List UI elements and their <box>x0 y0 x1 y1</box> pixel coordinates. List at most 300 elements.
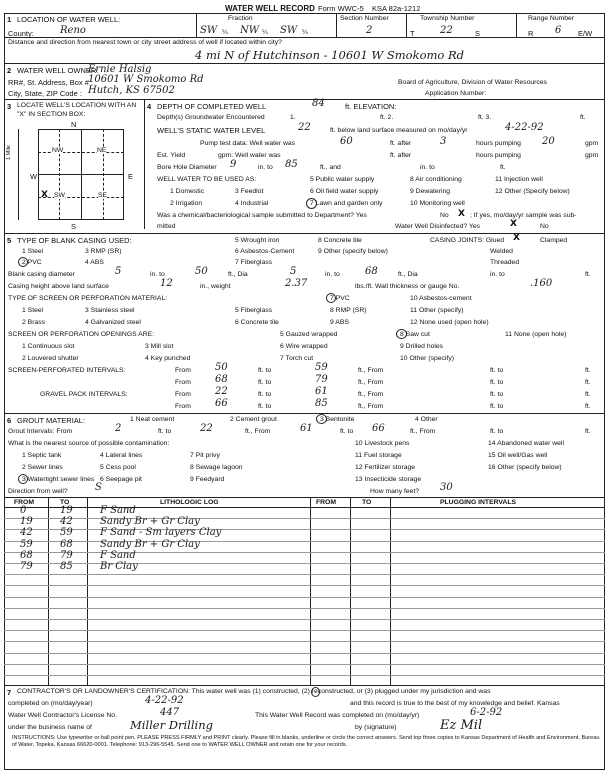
use-option[interactable]: 10 Monitoring well <box>410 200 465 207</box>
perforated-label: SCREEN-PERFORATED INTERVALS: <box>8 367 126 374</box>
chem-tail: ; If yes, mo/day/yr sample was sub- <box>470 212 577 219</box>
grout-intervals-label: Grout Intervals: From <box>8 428 73 435</box>
distance-value[interactable]: 4 mi N of Hutchinson - 10601 W Smokomo Rd <box>195 48 464 62</box>
certification-label: CONTRACTOR'S OR LANDOWNER'S CERTIFICATION: This water well was (1) constructed, (2) reconstructed, or (3) plugged under my jurisdiction and was <box>17 688 491 695</box>
log-header-from-2: FROM <box>316 499 337 506</box>
contamination-option[interactable]: 16 Other (specify below) <box>488 464 562 471</box>
gw-2-label: ft. 2. <box>380 114 394 121</box>
ft-dia-label-2: ft., Dia <box>398 271 418 278</box>
ft-to-label: ft. to <box>490 379 504 386</box>
divider <box>4 685 605 686</box>
use-option[interactable]: 11 Injection well <box>495 176 543 183</box>
casing-option[interactable]: 5 Wrought iron <box>235 237 280 244</box>
quarter-mark-2: ¼ <box>262 29 268 36</box>
use-label: WELL WATER TO BE USED AS: <box>157 176 257 183</box>
ft-to-label: ft. to <box>258 403 272 410</box>
gravel-to-1[interactable]: 61 <box>315 386 328 397</box>
screen-option[interactable]: 2 Brass <box>22 319 46 326</box>
range-suffix: E/W <box>578 29 593 38</box>
section-2-number: 2 <box>7 66 12 75</box>
casing-to-1[interactable]: 50 <box>195 266 208 277</box>
true-statement: and this record is true to the best of my knowledge and belief. Kansas <box>350 700 560 707</box>
log-row-from[interactable]: 59 <box>20 538 33 550</box>
log-row-from[interactable]: 68 <box>20 549 33 561</box>
mile-scale-line <box>18 129 19 220</box>
casing-option[interactable]: 3 RMP (SR) <box>85 248 122 255</box>
ft-to-label: ft. to <box>490 403 504 410</box>
ft-to-label: ft. to <box>258 379 272 386</box>
signature[interactable]: Ez Mil <box>440 718 483 733</box>
range-label: Range Number <box>528 15 575 22</box>
direction-label: Direction from well? <box>8 488 68 495</box>
selected-contamination-circle <box>18 474 28 484</box>
log-row-from[interactable]: 79 <box>20 561 33 572</box>
selected-casing-circle <box>18 257 28 267</box>
wall-thickness-label: lbs./ft. Wall thickness or gauge No. <box>355 283 460 290</box>
quarter-mark-3: ¼ <box>302 29 308 36</box>
west-label: W <box>30 172 38 181</box>
license-number[interactable]: 447 <box>160 707 180 718</box>
ft-from-label: ft., From <box>358 403 384 410</box>
groundwater-label: Depth(s) Groundwater Encountered <box>157 114 265 121</box>
quarter-line <box>103 129 104 220</box>
weight-label: in., weight <box>200 283 231 290</box>
static-level-text: ft. below land surface measured on mo/day/yr <box>330 127 468 134</box>
feet-label: How many feet? <box>370 488 420 495</box>
section-4-number: 4 <box>147 102 152 111</box>
selected-screen-circle <box>326 293 336 303</box>
chem-no-label: No <box>440 212 449 219</box>
from-label: From <box>175 403 191 410</box>
ft-dia-label: ft., Dia <box>228 271 248 278</box>
log-header-to-2: TO <box>362 499 372 506</box>
perf-from-2[interactable]: 68 <box>215 374 228 385</box>
south-label: S <box>71 222 77 231</box>
log-row-description[interactable]: Sandy Br + Gr Clay <box>100 516 200 528</box>
use-option[interactable]: 3 Feedlot <box>235 188 264 195</box>
gravel-to-2[interactable]: 85 <box>315 398 328 409</box>
business-name[interactable]: Miller Drilling <box>130 718 213 732</box>
use-option[interactable]: 4 Industrial <box>235 200 269 207</box>
yield-hours-label: hours pumping <box>476 152 521 159</box>
screen-option[interactable]: 11 Other (specify) <box>410 307 464 314</box>
perf-to-1[interactable]: 59 <box>315 362 328 373</box>
fraction-label: Fraction <box>228 15 253 22</box>
screen-option[interactable]: 4 Galvanized steel <box>85 319 141 326</box>
quarter-mark-1: ¼ <box>222 29 228 36</box>
screen-material-label: TYPE OF SCREEN OR PERFORATION MATERIAL: <box>8 295 168 302</box>
pump-test-hours[interactable]: 3 <box>440 136 447 147</box>
sw-label: SW <box>54 192 65 199</box>
completed-label: completed on (mo/day/year) <box>8 700 93 707</box>
yield-gpm2-label: gpm <box>585 152 599 159</box>
clamped-label: Clamped <box>540 237 568 244</box>
in-to-label: in. to <box>150 271 165 278</box>
address-label: RR#, St. Address, Box # : <box>8 78 94 87</box>
divider <box>4 507 605 508</box>
perf-to-2[interactable]: 79 <box>315 374 328 385</box>
gravel-from-1[interactable]: 22 <box>215 386 228 397</box>
log-row-to[interactable]: 42 <box>60 516 73 528</box>
locate-label: LOCATE WELL'S LOCATION WITH AN "X" IN SECTION BOX: <box>17 102 137 118</box>
casing-to-2[interactable]: 68 <box>365 266 378 277</box>
gw-1-label: 1. <box>290 114 296 121</box>
log-row-to[interactable]: 59 <box>60 527 73 539</box>
township-value[interactable]: 22 <box>440 25 453 36</box>
log-rule-line <box>4 563 605 564</box>
divider <box>516 13 517 37</box>
log-rule-line <box>4 664 605 665</box>
ft-from-label: ft., From <box>358 379 384 386</box>
fraction-q3[interactable]: SW <box>280 25 298 36</box>
use-option[interactable]: 8 Air conditioning <box>410 176 462 183</box>
ft-to-label: ft. to <box>258 391 272 398</box>
log-row-description[interactable]: F Sand <box>100 505 136 516</box>
pump-test-label: Pump test data: Well water was <box>200 140 296 147</box>
log-row-from[interactable]: 19 <box>20 516 33 528</box>
screen-option[interactable]: 1 Steel <box>22 307 44 314</box>
selected-constructed-circle <box>311 687 320 697</box>
from-label: From <box>175 391 191 398</box>
opening-option[interactable]: 8 Saw cut <box>400 331 430 338</box>
log-rule-line <box>4 574 605 575</box>
table-divider <box>87 497 88 685</box>
log-header-to: TO <box>60 499 70 506</box>
screen-option[interactable]: 12 None used (open hole) <box>410 319 489 326</box>
divider <box>196 13 197 37</box>
static-level-label: WELL'S STATIC WATER LEVEL <box>157 126 266 135</box>
north-label: N <box>71 120 77 129</box>
yield-label: Est. Yield <box>157 152 186 159</box>
section-3-number: 3 <box>7 102 12 111</box>
log-row-to[interactable]: 19 <box>60 505 73 516</box>
bore-ft-and: ft., and <box>320 164 341 171</box>
screen-option[interactable]: 7 PVC <box>330 295 350 302</box>
ft-end-label: ft. <box>585 271 591 278</box>
section-value[interactable]: 2 <box>366 25 373 36</box>
use-option[interactable]: 12 Other (Specify below) <box>495 188 570 195</box>
use-option[interactable]: 5 Public water supply <box>310 176 375 183</box>
record-completed-label: This Water Well Record was completed on (mo/day/yr) <box>255 712 420 719</box>
table-divider <box>390 497 391 685</box>
ft-from-label: ft., From <box>410 428 436 435</box>
screen-option[interactable]: 5 Fiberglass <box>235 307 273 314</box>
township-suffix: S <box>475 29 481 38</box>
contamination-option[interactable]: 2 Sewer lines <box>22 464 63 471</box>
log-rule-line <box>4 608 605 609</box>
contamination-option[interactable]: 5 Cess pool <box>100 464 136 471</box>
ksa-number: KSA 82a-1212 <box>372 4 421 13</box>
gravel-from-2[interactable]: 66 <box>215 398 228 409</box>
bore-label: Bore Hole Diameter <box>157 164 217 171</box>
contamination-option[interactable]: 12 Fertilizer storage <box>355 464 416 471</box>
log-header-lithologic: LITHOLOGIC LOG <box>160 499 219 506</box>
ft-to-label: ft. to <box>340 428 354 435</box>
nw-label: NW <box>52 147 64 154</box>
township-label: Township Number <box>420 15 475 22</box>
opening-option[interactable]: 3 Mill slot <box>145 343 174 350</box>
record-date[interactable]: 6-2-92 <box>470 707 503 718</box>
casing-option[interactable]: 1 Steel <box>22 248 44 255</box>
log-rule-line <box>4 675 605 676</box>
use-option[interactable]: 9 Dewatering <box>410 188 451 195</box>
casing-height[interactable]: 12 <box>160 278 173 289</box>
contamination-option[interactable]: 10 Livestock pens <box>355 440 410 447</box>
distance-label: Distance and direction from nearest town or city street address of well if located within city? <box>8 39 282 46</box>
screen-option[interactable]: 8 RMP (SR) <box>330 307 367 314</box>
opening-option[interactable]: 9 Drilled holes <box>400 343 444 350</box>
gauge-value[interactable]: .160 <box>530 278 553 289</box>
se-label: SE <box>98 192 108 199</box>
section-1-number: 1 <box>7 15 12 24</box>
contamination-option[interactable]: 7 Pit privy <box>190 452 220 459</box>
use-option[interactable]: 7 Lawn and garden only <box>310 200 383 207</box>
direction-value[interactable]: S <box>95 482 102 493</box>
contamination-option[interactable]: 8 Sewage lagoon <box>190 464 243 471</box>
casing-dia-2[interactable]: 5 <box>290 266 297 277</box>
county-label: County: <box>8 29 34 38</box>
owner-name[interactable]: Ernie Halsig <box>88 64 152 75</box>
casing-option[interactable]: 9 Other (specify below) <box>318 248 388 255</box>
welded-label: Welded <box>490 248 513 255</box>
ft-to-label: ft. to <box>158 428 172 435</box>
ft-to-label: ft. to <box>490 391 504 398</box>
ft-from-label: ft., From <box>245 428 271 435</box>
from-label: From <box>175 379 191 386</box>
county-value[interactable]: Reno <box>60 25 86 36</box>
ft-label: ft. <box>585 379 591 386</box>
log-row-from[interactable]: 0 <box>20 505 27 516</box>
ft-label: ft. <box>585 367 591 374</box>
log-row-description[interactable]: Sandy Br + Gr Clay <box>100 538 200 550</box>
log-rule-line <box>4 653 605 654</box>
screen-option[interactable]: 3 Stainless steel <box>85 307 135 314</box>
contamination-option[interactable]: 14 Abandoned water well <box>488 440 564 447</box>
disinfected-no: No <box>540 223 549 230</box>
contamination-option[interactable]: 6 Seepage pit <box>100 476 142 483</box>
ft-label: ft. <box>585 403 591 410</box>
license-label: Water Well Contractor's License No. <box>8 712 117 719</box>
opening-option[interactable]: 6 Wire wrapped <box>280 343 328 350</box>
township-prefix: T <box>410 29 415 38</box>
section-number-label: Section Number <box>340 15 389 22</box>
log-rule-line <box>4 619 605 620</box>
grout-from-2[interactable]: 61 <box>300 423 313 434</box>
ft-from-label: ft., From <box>358 367 384 374</box>
completed-date[interactable]: 4-22-92 <box>145 695 184 706</box>
divider <box>4 497 605 498</box>
bore-diameter[interactable]: 9 <box>230 159 237 170</box>
quarter-line <box>38 197 124 198</box>
depth-value[interactable]: 84 <box>312 98 325 109</box>
perf-from-1[interactable]: 50 <box>215 362 228 373</box>
section-5-number: 5 <box>7 236 12 245</box>
ft-to-label: ft. to <box>490 428 504 435</box>
table-divider <box>310 497 311 685</box>
casing-option[interactable]: 4 ABS <box>85 259 104 266</box>
opening-option[interactable]: 10 Other (specify) <box>400 355 455 362</box>
opening-option[interactable]: 5 Gauzed wrapped <box>280 331 338 338</box>
static-level-date[interactable]: 4-22-92 <box>505 122 544 133</box>
log-header-plugging: PLUGGING INTERVALS <box>440 499 517 506</box>
casing-option[interactable]: 8 Concrete tile <box>318 237 362 244</box>
contamination-option[interactable]: 1 Septic tank <box>22 452 62 459</box>
bore-ft-2: ft. <box>500 164 506 171</box>
ft-to-label: ft. to <box>490 367 504 374</box>
application-label: Application Number: <box>425 90 487 97</box>
from-label: From <box>175 367 191 374</box>
log-rule-line <box>4 541 605 542</box>
mile-label: 1 Mile <box>6 145 12 160</box>
pump-test-gpm[interactable]: 20 <box>542 136 555 147</box>
mitted-label: mitted <box>157 223 176 230</box>
log-row-description[interactable]: F Sand - Sm layers Clay <box>100 527 222 539</box>
casing-label: TYPE OF BLANK CASING USED: <box>17 236 132 245</box>
range-value[interactable]: 6 <box>555 25 562 36</box>
pump-hours-label: hours pumping <box>476 140 521 147</box>
joints-mark: X <box>513 233 520 243</box>
selected-use-circle <box>306 198 317 209</box>
use-option[interactable]: 6 Oil field water supply <box>310 188 379 195</box>
log-rule-line <box>4 597 605 598</box>
casing-height-label: Casing height above land surface <box>8 283 109 290</box>
grout-from-1[interactable]: 2 <box>115 423 122 434</box>
gw-3-label: ft. 3. <box>478 114 492 121</box>
contamination-option[interactable]: 4 Lateral lines <box>100 452 143 459</box>
contamination-option[interactable]: 9 Feedyard <box>190 476 225 483</box>
opening-option[interactable]: 4 Key punched <box>145 355 191 362</box>
form-number: Form WWC-5 <box>318 4 364 13</box>
contamination-label: What is the nearest source of possible contamination: <box>8 440 170 447</box>
disinfected-mark: X <box>510 219 517 229</box>
log-row-to[interactable]: 68 <box>60 538 73 550</box>
pump-after-label: ft. after <box>390 140 412 147</box>
use-option[interactable]: 2 Irrigation <box>170 200 203 207</box>
gravel-label: GRAVEL PACK INTERVALS: <box>40 391 128 398</box>
in-to-label-2: in. to <box>325 271 340 278</box>
joints-label: CASING JOINTS: Glued <box>430 237 505 244</box>
feet-value[interactable]: 30 <box>440 482 453 493</box>
log-header-from: FROM <box>14 499 35 506</box>
casing-weight[interactable]: 2.37 <box>285 278 308 289</box>
divider <box>4 413 605 414</box>
divider <box>144 99 145 229</box>
grout-to-2[interactable]: 66 <box>372 423 385 434</box>
signature-label: by (signature) <box>355 724 397 731</box>
board-label: Board of Agriculture, Division of Water Resources <box>398 79 547 86</box>
disinfected-label: Water Well Disinfected? Yes <box>395 223 481 230</box>
log-rule-line <box>4 585 605 586</box>
opening-option[interactable]: 11 None (open hole) <box>505 331 567 338</box>
grout-option[interactable]: 3 Bentonite <box>320 416 355 423</box>
pump-test-ft[interactable]: 60 <box>340 136 353 147</box>
grout-to-1[interactable]: 22 <box>200 423 213 434</box>
static-level-value[interactable]: 22 <box>298 122 311 133</box>
well-location-x: X <box>41 190 48 200</box>
fraction-q1[interactable]: SW <box>200 25 218 36</box>
grout-label: GROUT MATERIAL: <box>17 416 86 425</box>
section-7-number: 7 <box>7 688 12 697</box>
contamination-option[interactable]: 15 Oil well/Gas well <box>488 452 548 459</box>
bore-in-to: in. to <box>258 164 273 171</box>
ft-from-label: ft., From <box>358 391 384 398</box>
casing-option[interactable]: 2 PVC <box>22 259 42 266</box>
yield-after-label: ft. after <box>390 152 412 159</box>
log-row-description[interactable]: F Sand <box>100 549 136 561</box>
ft-to-label: ft. to <box>258 367 272 374</box>
casing-option[interactable]: 6 Asbestos-Cement <box>235 248 295 255</box>
contamination-option[interactable]: 3 Watertight sewer lines <box>22 476 95 483</box>
contamination-option[interactable]: 11 Fuel storage <box>355 452 402 459</box>
chem-no-mark: X <box>458 209 465 219</box>
grout-option[interactable]: 1 Neat cement <box>130 416 175 423</box>
east-label: E <box>128 172 134 181</box>
casing-option[interactable]: 7 Fiberglass <box>235 259 273 266</box>
divider <box>4 99 605 100</box>
owner-label: WATER WELL OWNER: <box>17 66 99 75</box>
grout-option[interactable]: 2 Cement grout <box>230 416 277 423</box>
screen-option[interactable]: 10 Asbestos-cement <box>410 295 472 302</box>
log-row-description[interactable]: Br Clay <box>100 561 138 572</box>
opening-option[interactable]: 1 Continuous slot <box>22 343 75 350</box>
casing-dia-1[interactable]: 5 <box>115 266 122 277</box>
openings-label: SCREEN OR PERFORATION OPENINGS ARE: <box>8 331 155 338</box>
selected-grout-circle <box>316 414 327 424</box>
form-title: WATER WELL RECORD <box>225 4 315 13</box>
table-divider <box>350 497 351 685</box>
casing-diameter-label: Blank casing diameter <box>8 271 75 278</box>
log-rule-line <box>4 630 605 631</box>
yield-gpm-label: gpm: Well water was <box>218 152 281 159</box>
chem-label: Was a chemical/bacteriological sample submitted to Department? Yes <box>157 212 367 219</box>
log-rule-line <box>4 518 605 519</box>
divider <box>406 13 407 37</box>
bore-to[interactable]: 85 <box>285 159 298 170</box>
bore-in-to-2: in. to <box>420 164 435 171</box>
divider <box>4 37 605 38</box>
city-label: City, State, ZIP Code : <box>8 89 82 98</box>
divider <box>336 13 337 37</box>
log-rule-line <box>4 641 605 642</box>
range-prefix: R <box>528 29 534 38</box>
gw-4-label: ft. <box>580 114 586 121</box>
ft-label: ft. <box>585 391 591 398</box>
table-divider <box>48 497 49 685</box>
screen-option[interactable]: 6 Concrete tile <box>235 319 279 326</box>
business-label: under the business name of <box>8 724 92 731</box>
quarter-line <box>59 129 60 220</box>
owner-city[interactable]: Hutch, KS 67502 <box>88 85 175 96</box>
section-box-midline <box>38 174 124 175</box>
fraction-q2[interactable]: NW <box>240 25 260 36</box>
ft-label: ft. <box>585 428 591 435</box>
grout-option[interactable]: 4 Other <box>415 416 438 423</box>
screen-option[interactable]: 9 ABS <box>330 319 349 326</box>
threaded-label: Threaded <box>490 259 520 266</box>
opening-option[interactable]: 2 Louvered shutter <box>22 355 79 362</box>
quarter-line <box>38 152 124 153</box>
log-row-from[interactable]: 42 <box>20 527 33 539</box>
selected-opening-circle <box>396 329 407 339</box>
log-row-to[interactable]: 85 <box>60 561 73 572</box>
opening-option[interactable]: 7 Torch cut <box>280 355 314 362</box>
contamination-option[interactable]: 13 Insecticide storage <box>355 476 422 483</box>
owner-address[interactable]: 10601 W Smokomo Rd <box>88 74 204 85</box>
log-rule-line <box>4 529 605 530</box>
use-option[interactable]: 1 Domestic <box>170 188 204 195</box>
depth-label: DEPTH OF COMPLETED WELL <box>157 102 267 111</box>
log-row-to[interactable]: 79 <box>60 549 73 561</box>
